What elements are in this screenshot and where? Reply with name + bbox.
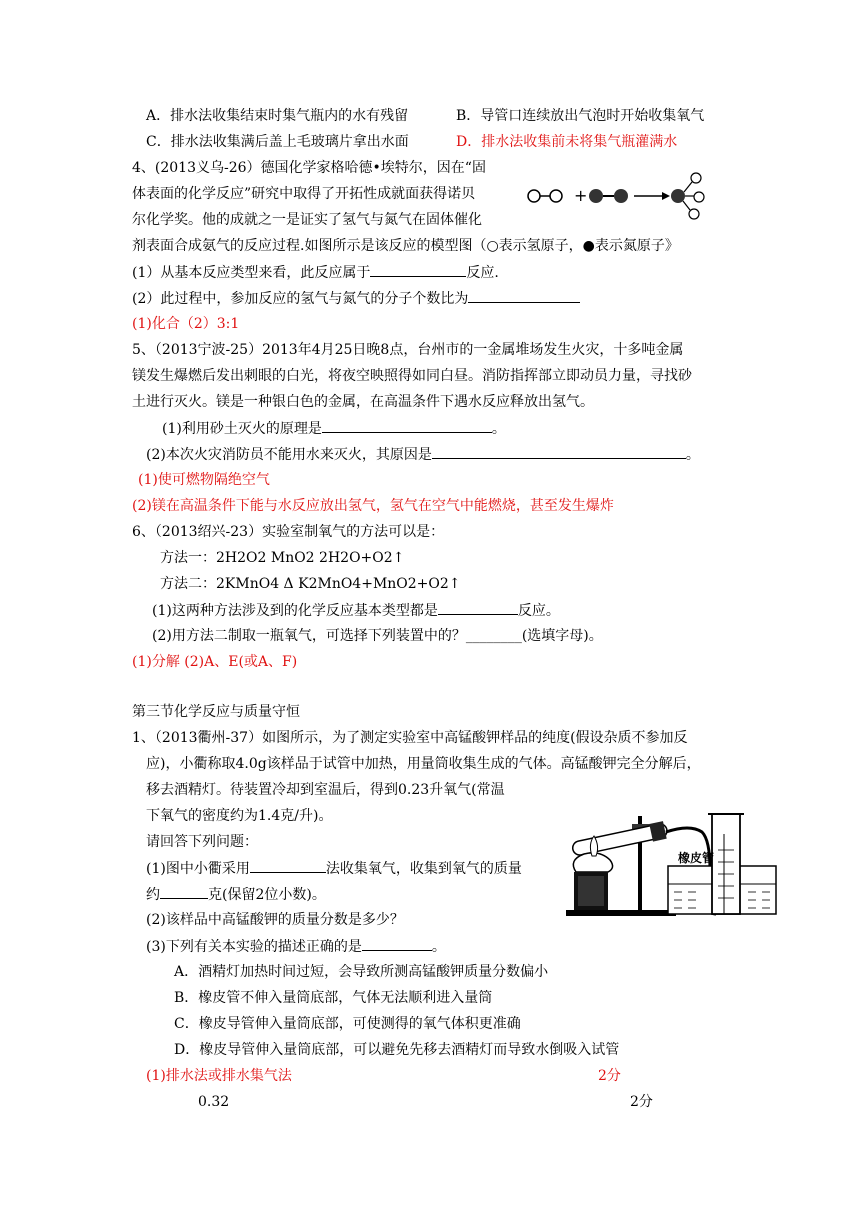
answer-blank[interactable] [160, 884, 208, 899]
q6-method-1: 方法一：2H2O2 MnO2 2H2O+O2↑ [160, 550, 405, 566]
q4-sub1-text: (1）从基本反应类型来看，此反应属于 [132, 265, 371, 281]
q6-answer: (1)分解 (2)A、E(或A、F) [132, 654, 298, 670]
option-a: A．排水法收集结束时集气瓶内的水有残留 [146, 108, 409, 124]
q5-text-line: 5、（2013宁波-25）2013年4月25日晚8点，台州市的一金属堆场发生火灾，十多吨金属 [132, 342, 684, 358]
option-d: D．排水法收集前未将集气瓶灌满水 [456, 134, 678, 150]
q7-sub1a-suffix: 法收集氧气，收集到氧气的质量 [325, 861, 522, 877]
q5-sub1-suffix: 。 [491, 421, 506, 437]
q7-option-c: C．橡皮导管伸入量筒底部，可使测得的氧气体积更准确 [174, 1016, 521, 1032]
q7-text-line: 下氧气的密度约为1.4克/升)。 [146, 808, 333, 824]
q7-sub3 [146, 936, 446, 957]
q7-sub1b-suffix: 克(保留2位小数)。 [208, 887, 326, 903]
q5-text-line: 土进行灭火。镁是一种银白色的金属，在高温条件下遇水反应释放出氢气。 [132, 394, 594, 410]
answer-blank[interactable] [370, 262, 466, 277]
q4-answer: (1)化合（2）3:1 [132, 316, 240, 332]
q4-text-line: 4、(2013义乌-26）德国化学家格哈德•埃特尔，因在“固 [132, 160, 486, 176]
answer-blank[interactable] [438, 600, 518, 615]
q7-option-b: B．橡皮管不伸入量筒底部，气体无法顺利进入量筒 [174, 990, 493, 1006]
rubber-tube-label: 橡皮管 [678, 851, 715, 865]
q7-answer-2: 0.32 [198, 1094, 230, 1110]
q4-text-line: 剂表面合成氨气的反应过程.如图所示是该反应的模型图（○表示氢原子，●表示氮原子》 [132, 238, 679, 254]
q4-text-line: 体表面的化学反应”研究中取得了开拓性成就面获得诺贝 [132, 186, 476, 202]
answer-blank[interactable] [468, 288, 580, 303]
q7-text-line: 请回答下列问题： [146, 834, 258, 850]
q6-sub1 [152, 600, 560, 621]
q7-option-a: A．酒精灯加热时间过短，会导致所测高锰酸钾质量分数偏小 [174, 964, 549, 980]
q4-text-line: 尔化学奖。他的成就之一是证实了氢气与氮气在固体催化 [132, 212, 482, 228]
q7-sub1b-text: 约 [146, 887, 160, 903]
q6-sub1-text: (1)这两种方法涉及到的化学反应基本类型都是 [152, 603, 438, 619]
q6-sub2: (2)用方法二制取一瓶氧气，可选择下列装置中的？________(选填字母)。 [152, 628, 603, 644]
q5-answer-2: (2)镁在高温条件下能与水反应放出氢气，氢气在空气中能燃烧，甚至发生爆炸 [132, 498, 614, 514]
q5-answer-1: (1)使可燃物隔绝空气 [138, 472, 270, 488]
q7-sub2: (2)该样品中高锰酸钾的质量分数是多少？ [146, 912, 404, 928]
q7-score-2: 2分 [630, 1094, 653, 1110]
q4-sub2 [132, 288, 580, 309]
q7-sub3-text: (3)下列有关本实验的描述正确的是 [146, 939, 362, 955]
q6-sub1-suffix: 反应。 [517, 603, 560, 619]
option-b: B．导管口连续放出气泡时开始收集氧气 [456, 108, 705, 124]
q7-sub1a-text: (1)图中小衢采用 [146, 861, 250, 877]
answer-blank[interactable] [250, 858, 326, 873]
q4-sub2-text: (2）此过程中，参加反应的氢气与氮气的分子个数比为 [132, 291, 469, 307]
molecule-reaction-diagram [522, 168, 712, 226]
q7-option-d: D．橡皮导管伸入量筒底部，可以避免先移去酒精灯而导致水倒吸入试管 [174, 1042, 620, 1058]
section-title: 第三节化学反应与质量守恒 [132, 704, 300, 720]
svg-text:+: + [574, 186, 588, 205]
q7-sub3-suffix: 。 [431, 939, 446, 955]
q5-sub1-text: (1)利用砂土灭火的原理是 [162, 421, 322, 437]
answer-blank[interactable] [432, 444, 686, 459]
q7-text-line: 1、（2013衢州-37）如图所示，为了测定实验室中高锰酸钾样品的纯度(假设杂质不参加反 [132, 730, 688, 746]
q6-method-2: 方法二：2KMnO4 Δ K2MnO4+MnO2+O2↑ [160, 576, 461, 592]
q5-sub2-text: (2)本次火灾消防员不能用水来灭火，其原因是 [146, 447, 432, 463]
q7-answer-1: (1)排水法或排水集气法 [146, 1068, 292, 1084]
q7-sub1b [146, 884, 326, 905]
q4-sub1-suffix: 反应. [466, 265, 499, 281]
q5-text-line: 镁发生爆燃后发出刺眼的白光，将夜空映照得如同白昼。消防指挥部立即动员力量，寻找砂 [132, 368, 692, 384]
lab-apparatus-figure [562, 810, 780, 922]
option-c: C．排水法收集满后盖上毛玻璃片拿出水面 [146, 134, 409, 150]
q7-score-1: 2分 [598, 1068, 621, 1084]
answer-blank[interactable] [362, 936, 432, 951]
q4-sub1 [132, 262, 499, 283]
q7-sub1a [146, 858, 522, 879]
answer-blank[interactable] [322, 418, 492, 433]
q6-text-line: 6、（2013绍兴-23）实验室制氧气的方法可以是： [132, 524, 445, 540]
q7-text-line: 移去酒精灯。待装置冷却到室温后，得到0.23升氧气(常温 [146, 782, 505, 798]
q7-text-line: 应)，小衢称取4.0g该样品于试管中加热，用量筒收集生成的气体。高锰酸钾完全分解后， [146, 756, 701, 772]
q5-sub2 [146, 444, 700, 465]
q5-sub1 [162, 418, 506, 439]
q5-sub2-suffix: 。 [685, 447, 700, 463]
